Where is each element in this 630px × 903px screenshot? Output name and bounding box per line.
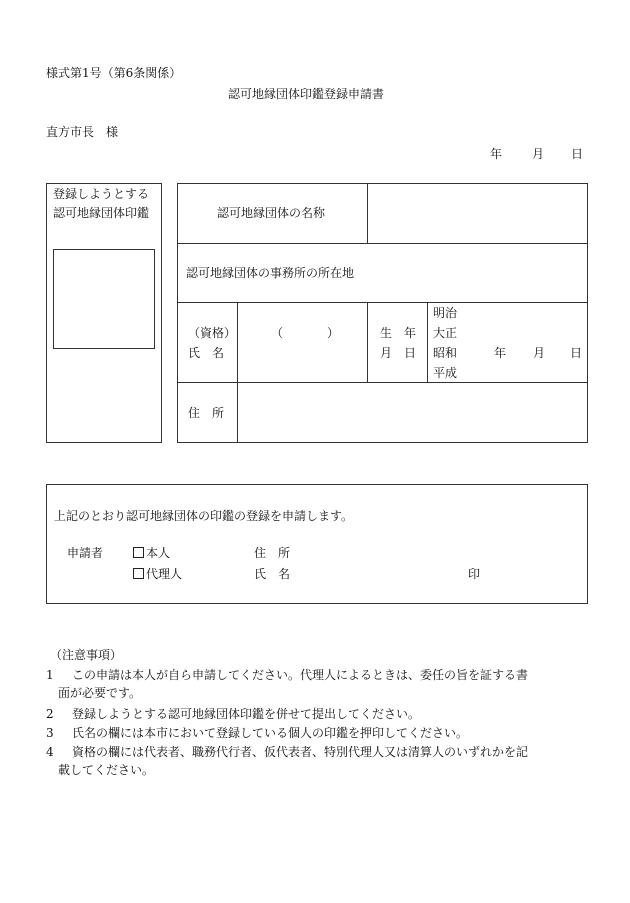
option-self[interactable] bbox=[133, 546, 170, 560]
note-text-cont: 載してください。 bbox=[58, 763, 155, 777]
note-item bbox=[46, 743, 591, 779]
org-name-label: 認可地縁団体の名称 bbox=[217, 206, 326, 220]
birth-date-label-1: 生 年 bbox=[380, 326, 417, 340]
era-showa: 昭和 bbox=[433, 346, 458, 360]
org-address-label: 認可地縁団体の事務所の所在地 bbox=[186, 266, 355, 280]
seal-impression-area[interactable] bbox=[53, 249, 155, 349]
era-meiji: 明治 bbox=[433, 306, 458, 320]
date-year-label: 年 bbox=[490, 147, 503, 161]
checkbox-icon[interactable] bbox=[133, 568, 144, 579]
form-number: 様式第1号（第6条関係） bbox=[46, 66, 182, 80]
note-number: 3 bbox=[46, 726, 54, 740]
option-agent[interactable] bbox=[133, 567, 182, 581]
table-divider bbox=[367, 302, 368, 382]
birth-date-label-2: 月 日 bbox=[380, 346, 417, 360]
birth-year-label: 年 bbox=[494, 346, 507, 360]
era-heisei: 平成 bbox=[433, 366, 458, 380]
era-taisho: 大正 bbox=[433, 326, 458, 340]
note-text: 氏名の欄には本市において登録している個人の印鑑を押印してください。 bbox=[72, 726, 469, 740]
note-number: 1 bbox=[46, 668, 54, 682]
seal-mark: 印 bbox=[468, 567, 481, 581]
note-number: 2 bbox=[46, 707, 54, 721]
checkbox-icon[interactable] bbox=[133, 547, 144, 558]
org-name-field[interactable] bbox=[368, 184, 587, 242]
note-text: 資格の欄には代表者、職務代行者、仮代表者、特別代理人又は清算人のいずれかを記 bbox=[72, 745, 529, 759]
qualification-paren-close: ） bbox=[327, 326, 340, 340]
date-month-label: 月 bbox=[532, 147, 545, 161]
note-item bbox=[46, 666, 591, 702]
note-text: この申請は本人が自ら申請してください。代理人によるときは、委任の旨を証する書 bbox=[72, 668, 529, 682]
table-divider bbox=[427, 302, 428, 382]
name-label: 氏 名 bbox=[188, 346, 225, 360]
applicant-name-label: 氏 名 bbox=[254, 567, 291, 581]
address-label: 住 所 bbox=[188, 406, 225, 420]
seal-box-label-2: 認可地縁団体印鑑 bbox=[53, 206, 150, 220]
name-field[interactable] bbox=[238, 303, 366, 381]
note-text-cont: 面が必要です。 bbox=[58, 686, 142, 700]
applicant-address-label: 住 所 bbox=[254, 546, 291, 560]
birth-day-label: 日 bbox=[570, 346, 583, 360]
application-statement: 上記のとおり認可地縁団体の印鑑の登録を申請します。 bbox=[54, 509, 354, 523]
option-agent-label: 代理人 bbox=[146, 567, 183, 581]
notes-heading: （注意事項） bbox=[50, 648, 123, 662]
note-item bbox=[46, 705, 591, 723]
applicant-label: 申請者 bbox=[67, 546, 104, 560]
address-field[interactable] bbox=[238, 383, 587, 442]
seal-box-label-1: 登録しようとする bbox=[53, 187, 150, 201]
option-self-label: 本人 bbox=[146, 546, 171, 560]
date-day-label: 日 bbox=[571, 147, 584, 161]
application-box bbox=[46, 484, 588, 604]
page-title: 認可地縁団体印鑑登録申請書 bbox=[228, 87, 385, 101]
note-item bbox=[46, 724, 591, 742]
birth-month-label: 月 bbox=[533, 346, 546, 360]
note-text: 登録しようとする認可地縁団体印鑑を併せて提出してください。 bbox=[72, 707, 421, 721]
org-address-field[interactable] bbox=[368, 244, 587, 301]
qualification-paren-open: （ bbox=[271, 326, 284, 340]
note-number: 4 bbox=[46, 745, 54, 759]
qualification-label: （資格） bbox=[188, 326, 237, 340]
addressee: 直方市長 様 bbox=[46, 125, 119, 139]
